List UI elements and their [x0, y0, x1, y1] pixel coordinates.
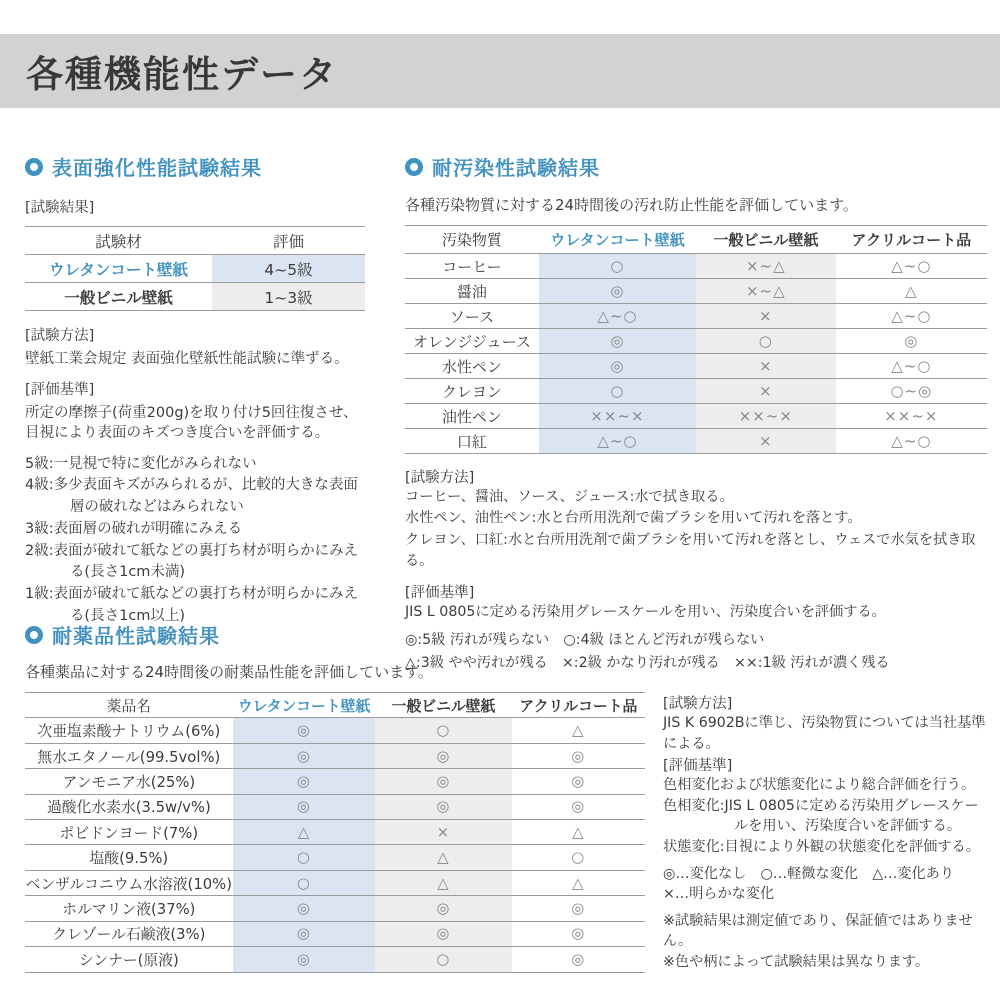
table-header-row	[25, 227, 365, 255]
result-label: [試験結果]	[25, 200, 95, 216]
table-row	[405, 429, 987, 454]
value-cell: ◎	[539, 329, 696, 354]
section-title: 耐汚染性試験結果	[432, 156, 600, 180]
legend-line: ◎…変化なし ○…軽微な変化 △…変化あり	[663, 865, 955, 882]
table-row	[405, 404, 987, 429]
table-row	[25, 947, 645, 972]
row-label: シンナー(原液)	[25, 947, 233, 972]
value-cell: ◎	[512, 896, 645, 921]
method-line: コーヒー、醤油、ソース、ジュース:水で拭き取る。	[405, 489, 734, 505]
section-description: 各種薬品に対する24時間後の耐薬品性能を評価しています。	[25, 663, 433, 681]
table-row	[25, 283, 365, 311]
table-row	[405, 279, 987, 304]
section-title: 耐薬品性試験結果	[52, 624, 220, 648]
footnote: ※試験結果は測定値であり、保証値ではありません。	[663, 912, 973, 950]
table-row	[25, 870, 645, 895]
table-row	[25, 921, 645, 946]
section-heading	[25, 152, 365, 181]
value-cell: ◎	[233, 921, 376, 946]
value-cell: ×	[696, 354, 836, 379]
row-label: 水性ペン	[405, 354, 539, 379]
legend-line: ◎:5級 汚れが残らない ○:4級 ほとんど汚れが残らない	[405, 632, 765, 649]
value-cell: ◎	[375, 743, 511, 768]
value-cell: ◎	[233, 896, 376, 921]
column-header: アクリルコート品	[836, 226, 987, 254]
method-label: [試験方法]	[405, 470, 475, 486]
value-cell: ××~×	[696, 404, 836, 429]
circle-bullet-icon	[25, 626, 43, 644]
value-cell: △~○	[539, 304, 696, 329]
column-header: 評価	[212, 227, 365, 255]
table-row	[25, 845, 645, 870]
row-label: ホルマリン液(37%)	[25, 896, 233, 921]
value-cell: ×~△	[696, 254, 836, 279]
page-title: 各種機能性データ	[26, 53, 338, 96]
table-row	[25, 794, 645, 819]
value-cell: ××~×	[539, 404, 696, 429]
table-row	[25, 718, 645, 743]
value-cell: ◎	[836, 329, 987, 354]
value-cell: ○	[233, 845, 376, 870]
row-label: ウレタンコート壁紙	[25, 255, 212, 283]
value-cell: △	[375, 845, 511, 870]
value-cell: △	[512, 820, 645, 845]
value-cell: ◎	[512, 921, 645, 946]
table-row	[405, 354, 987, 379]
table-row	[25, 769, 645, 794]
value-cell: △~○	[836, 429, 987, 454]
grade-item: 5級:一見視で特に変化がみられない	[25, 455, 257, 472]
criteria-label: [評価基準]	[663, 758, 733, 775]
value-cell: ◎	[375, 794, 511, 819]
value-cell: ×	[696, 304, 836, 329]
value-cell: ◎	[233, 718, 376, 743]
value-cell: △	[836, 279, 987, 304]
page-banner	[0, 34, 1000, 108]
value-cell: ×	[375, 820, 511, 845]
stain-resistance-table	[405, 225, 987, 454]
table-row	[25, 896, 645, 921]
method-text: 壁紙工業会規定 表面強化壁紙性能試験に準ずる。	[25, 351, 349, 367]
method-line: クレヨン、口紅:水と台所用洗剤で歯ブラシを用いて汚れを落とし、ウェスで水気を拭き取る。	[405, 531, 976, 569]
value-cell: ○	[375, 947, 511, 972]
value-cell: ◎	[512, 794, 645, 819]
value-cell: ○	[539, 254, 696, 279]
row-label: オレンジジュース	[405, 329, 539, 354]
method-label: [試験方法]	[25, 328, 95, 344]
section-heading	[25, 620, 987, 649]
value-cell: ◎	[539, 279, 696, 304]
criteria-label: [評価基準]	[25, 381, 95, 398]
value-cell: ○~◎	[836, 379, 987, 404]
value-cell: ○	[696, 329, 836, 354]
value-cell: ◎	[233, 769, 376, 794]
criteria-text: 所定の摩擦子(荷重200g)を取り付け5回往復させ、目視により表面のキズつき度合いを評価する。	[25, 404, 358, 442]
table-row	[405, 379, 987, 404]
value-cell: ◎	[539, 354, 696, 379]
grade-list	[25, 454, 365, 628]
legend-line: ×…明らかな変化	[663, 886, 775, 903]
value-cell: ◎	[233, 743, 376, 768]
row-label: コーヒー	[405, 254, 539, 279]
column-header: 汚染物質	[405, 226, 539, 254]
section-description: 各種汚染物質に対する24時間後の汚れ防止性能を評価しています。	[405, 196, 858, 214]
grade-item: 4級:多少表面キズがみられるが、比較的大きな表面層の破れなどはみられない	[25, 477, 358, 516]
column-header: ウレタンコート壁紙	[539, 226, 696, 254]
value-cell: ○	[512, 845, 645, 870]
value-cell: ×	[696, 379, 836, 404]
table-header-row	[25, 693, 645, 718]
section-stain-resistance	[405, 152, 987, 675]
column-header: 薬品名	[25, 693, 233, 718]
row-label: 無水エタノール(99.5vol%)	[25, 743, 233, 768]
legend-line: △:3級 やや汚れが残る ×:2級 かなり汚れが残る ××:1級 汚れが濃く残る	[405, 655, 890, 672]
column-header: ウレタンコート壁紙	[233, 693, 376, 718]
value-cell: △	[233, 820, 376, 845]
value-cell: 4~5級	[212, 255, 365, 283]
chemical-resistance-content	[25, 692, 987, 973]
criteria-line: 状態変化:目視により外観の状態変化を評価する。	[663, 838, 980, 855]
surface-strength-table	[25, 226, 365, 311]
row-label: アンモニア水(25%)	[25, 769, 233, 794]
value-cell: ◎	[375, 769, 511, 794]
value-cell: △	[512, 718, 645, 743]
criteria-line: 色相変化:JIS L 0805に定める汚染用グレースケールを用い、汚染度合いを評価する。	[663, 797, 979, 835]
value-cell: ○	[233, 870, 376, 895]
section-heading	[405, 152, 987, 181]
value-cell: △~○	[539, 429, 696, 454]
table-row	[25, 820, 645, 845]
value-cell: △	[512, 870, 645, 895]
grade-item: 3級:表面層の破れが明確にみえる	[25, 520, 243, 537]
value-cell: ◎	[375, 921, 511, 946]
row-label: 次亜塩素酸ナトリウム(6%)	[25, 718, 233, 743]
value-cell: △~○	[836, 254, 987, 279]
method-label: [試験方法]	[663, 696, 733, 712]
grade-item: 1級:表面が破れて紙などの裏打ち材が明らかにみえる(長さ1cm以上)	[25, 586, 359, 624]
row-label: 醤油	[405, 279, 539, 304]
value-cell: ◎	[512, 743, 645, 768]
row-label: ポビドンヨード(7%)	[25, 820, 233, 845]
value-cell: ××~×	[836, 404, 987, 429]
value-cell: ◎	[375, 896, 511, 921]
method-line: 水性ペン、油性ペン:水と台所用洗剤で歯ブラシを用いて汚れを落とす。	[405, 510, 862, 527]
value-cell: ◎	[512, 947, 645, 972]
method-text: JIS K 6902Bに準じ、汚染物質については当社基準による。	[663, 715, 986, 752]
grade-item: 2級:表面が破れて紙などの裏打ち材が明らかにみえる(長さ1cm未満)	[25, 542, 359, 581]
column-header: アクリルコート品	[512, 693, 645, 718]
value-cell: ○	[539, 379, 696, 404]
value-cell: ◎	[512, 769, 645, 794]
circle-bullet-icon	[25, 158, 43, 176]
row-label: ソース	[405, 304, 539, 329]
value-cell: △	[375, 870, 511, 895]
criteria-text: JIS L 0805に定める汚染用グレースケールを用い、汚染度合いを評価する。	[405, 604, 886, 621]
value-cell: △~○	[836, 304, 987, 329]
section-surface-strength	[25, 152, 365, 628]
criteria-line: 色相変化および状態変化により総合評価を行う。	[663, 777, 976, 794]
row-label: クレゾール石鹸液(3%)	[25, 921, 233, 946]
value-cell: ◎	[233, 794, 376, 819]
row-label: 口紅	[405, 429, 539, 454]
value-cell: ×	[696, 429, 836, 454]
value-cell: ×~△	[696, 279, 836, 304]
value-cell: ○	[375, 718, 511, 743]
circle-bullet-icon	[405, 158, 423, 176]
column-header: 一般ビニル壁紙	[375, 693, 511, 718]
row-label: 油性ペン	[405, 404, 539, 429]
criteria-label: [評価基準]	[405, 585, 475, 602]
section-title: 表面強化性能試験結果	[52, 156, 262, 180]
row-label: 過酸化水素水(3.5w/v%)	[25, 794, 233, 819]
table-row	[405, 254, 987, 279]
table-header-row	[405, 226, 987, 254]
table-row	[25, 255, 365, 283]
section-chemical-resistance	[25, 620, 987, 973]
table-row	[25, 743, 645, 768]
footnote: ※色や柄によって試験結果は異なります。	[663, 953, 930, 970]
row-label: 塩酸(9.5%)	[25, 845, 233, 870]
column-header: 試験材	[25, 227, 212, 255]
value-cell: ◎	[233, 947, 376, 972]
table-row	[405, 329, 987, 354]
table-row	[405, 304, 987, 329]
column-header: 一般ビニル壁紙	[696, 226, 836, 254]
value-cell: △~○	[836, 354, 987, 379]
notes-panel	[663, 692, 987, 973]
chemical-resistance-table	[25, 692, 645, 973]
row-label: 一般ビニル壁紙	[25, 283, 212, 311]
row-label: ベンザルコニウム水溶液(10%)	[25, 870, 233, 895]
value-cell: 1~3級	[212, 283, 365, 311]
row-label: クレヨン	[405, 379, 539, 404]
